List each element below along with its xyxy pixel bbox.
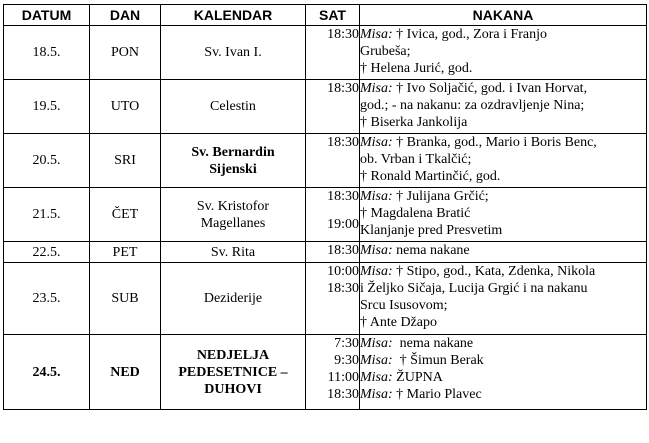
day-cell: NED bbox=[90, 335, 161, 410]
misa-label: Misa: bbox=[360, 243, 393, 258]
calendar-cell: Sv. Ivan I. bbox=[161, 26, 306, 80]
intention-line: † Šimun Berak bbox=[399, 353, 484, 368]
misa-label: Misa: bbox=[360, 27, 393, 42]
time-cell bbox=[306, 242, 360, 263]
mass-time: 10:00 bbox=[327, 264, 359, 279]
intention-cell bbox=[360, 188, 647, 242]
intention-line: i Željko Sičaja, Lucija Grgić i na nakanu bbox=[360, 281, 588, 296]
date-cell: 22.5. bbox=[4, 242, 90, 263]
header-time: SAT bbox=[306, 5, 360, 26]
date-cell: 23.5. bbox=[4, 263, 90, 335]
misa-label: Misa: bbox=[360, 353, 393, 368]
intention-line: ŽUPNA bbox=[396, 370, 443, 385]
day-cell: PET bbox=[90, 242, 161, 263]
calendar-line: Sv. Kristofor bbox=[196, 198, 270, 214]
misa-label: Misa: bbox=[360, 387, 393, 402]
intention-cell bbox=[360, 80, 647, 134]
time-cell bbox=[306, 263, 360, 335]
table-row bbox=[4, 134, 647, 188]
intention-line: † Ante Džapo bbox=[360, 315, 437, 330]
mass-time: 9:30 bbox=[334, 353, 359, 368]
header-date: DATUM bbox=[4, 5, 90, 26]
header-calendar: KALENDAR bbox=[161, 5, 306, 26]
time-cell bbox=[306, 80, 360, 134]
intention-line: † Ivica, god., Zora i Franjo bbox=[396, 27, 548, 42]
intention-line: ob. Vrban i Tkalčić; bbox=[360, 152, 472, 167]
day-cell: SUB bbox=[90, 263, 161, 335]
mass-time: 19:00 bbox=[327, 217, 359, 232]
intention-cell bbox=[360, 263, 647, 335]
intention-line: † Ivo Soljačić, god. i Ivan Horvat, bbox=[396, 81, 588, 96]
time-cell bbox=[306, 134, 360, 188]
date-cell: 24.5. bbox=[4, 335, 90, 410]
intention-line: † Ronald Martinčić, god. bbox=[360, 169, 501, 184]
intention-cell bbox=[360, 26, 647, 80]
date-cell: 18.5. bbox=[4, 26, 90, 80]
misa-label: Misa: bbox=[360, 264, 393, 279]
calendar-cell bbox=[161, 335, 306, 410]
intention-line: nema nakane bbox=[396, 243, 470, 258]
date-cell: 20.5. bbox=[4, 134, 90, 188]
mass-time: 18:30 bbox=[327, 81, 359, 96]
calendar-cell bbox=[161, 134, 306, 188]
date-cell: 21.5. bbox=[4, 188, 90, 242]
intention-line: † Biserka Jankolija bbox=[360, 115, 468, 130]
calendar-cell: Sv. Rita bbox=[161, 242, 306, 263]
calendar-cell bbox=[161, 188, 306, 242]
mass-time: 18:30 bbox=[327, 387, 359, 402]
intention-line: Grubeša; bbox=[360, 44, 411, 59]
misa-label: Misa: bbox=[360, 370, 393, 385]
mass-time: 7:30 bbox=[334, 336, 359, 351]
calendar-line: Sv. Bernardin bbox=[191, 144, 275, 160]
misa-label: Misa: bbox=[360, 81, 393, 96]
intention-line: † Branka, god., Mario i Boris Benc, bbox=[396, 135, 597, 150]
intention-cell bbox=[360, 242, 647, 263]
intention-cell bbox=[360, 134, 647, 188]
mass-time: 18:30 bbox=[327, 189, 359, 204]
intention-line: nema nakane bbox=[399, 336, 474, 351]
intention-line: † Helena Jurić, god. bbox=[360, 61, 473, 76]
misa-label: Misa: bbox=[360, 135, 393, 150]
table-row bbox=[4, 263, 647, 335]
calendar-line: DUHOVI bbox=[204, 381, 262, 397]
intention-line: † Stipo, god., Kata, Zdenka, Nikola bbox=[396, 264, 596, 279]
misa-label: Misa: bbox=[360, 189, 393, 204]
intention-line: † Mario Plavec bbox=[396, 387, 482, 402]
calendar-line: PEDESETNICE – bbox=[178, 364, 288, 380]
misa-label: Misa: bbox=[360, 336, 393, 351]
intention-line: god.; - na nakanu: za ozdravljenje Nina; bbox=[360, 98, 585, 113]
intention-line: Srcu Isusovom; bbox=[360, 298, 448, 313]
mass-time: 18:30 bbox=[327, 27, 359, 42]
table-row bbox=[4, 188, 647, 242]
mass-time: 11:00 bbox=[327, 370, 359, 385]
mass-schedule-table bbox=[3, 4, 647, 410]
mass-time: 18:30 bbox=[327, 243, 359, 258]
day-cell: PON bbox=[90, 26, 161, 80]
calendar-line: Magellanes bbox=[200, 215, 266, 231]
table-row bbox=[4, 335, 647, 410]
calendar-line: Sijenski bbox=[209, 161, 257, 177]
header-intention: NAKANA bbox=[360, 5, 647, 26]
calendar-cell: Deziderije bbox=[161, 263, 306, 335]
mass-time: 18:30 bbox=[327, 135, 359, 150]
table-row bbox=[4, 26, 647, 80]
mass-time: 18:30 bbox=[327, 281, 359, 296]
table-row bbox=[4, 242, 647, 263]
table-row bbox=[4, 80, 647, 134]
day-cell: ČET bbox=[90, 188, 161, 242]
intention-line: Klanjanje pred Presvetim bbox=[360, 223, 503, 238]
time-cell bbox=[306, 26, 360, 80]
day-cell: SRI bbox=[90, 134, 161, 188]
header-row bbox=[4, 5, 647, 26]
intention-line: † Julijana Grčić; bbox=[396, 189, 489, 204]
date-cell: 19.5. bbox=[4, 80, 90, 134]
day-cell: UTO bbox=[90, 80, 161, 134]
calendar-line: NEDJELJA bbox=[196, 347, 270, 363]
intention-line: † Magdalena Bratić bbox=[360, 206, 471, 221]
intention-cell bbox=[360, 335, 647, 410]
time-cell bbox=[306, 335, 360, 410]
calendar-cell: Celestin bbox=[161, 80, 306, 134]
header-day: DAN bbox=[90, 5, 161, 26]
time-cell bbox=[306, 188, 360, 242]
